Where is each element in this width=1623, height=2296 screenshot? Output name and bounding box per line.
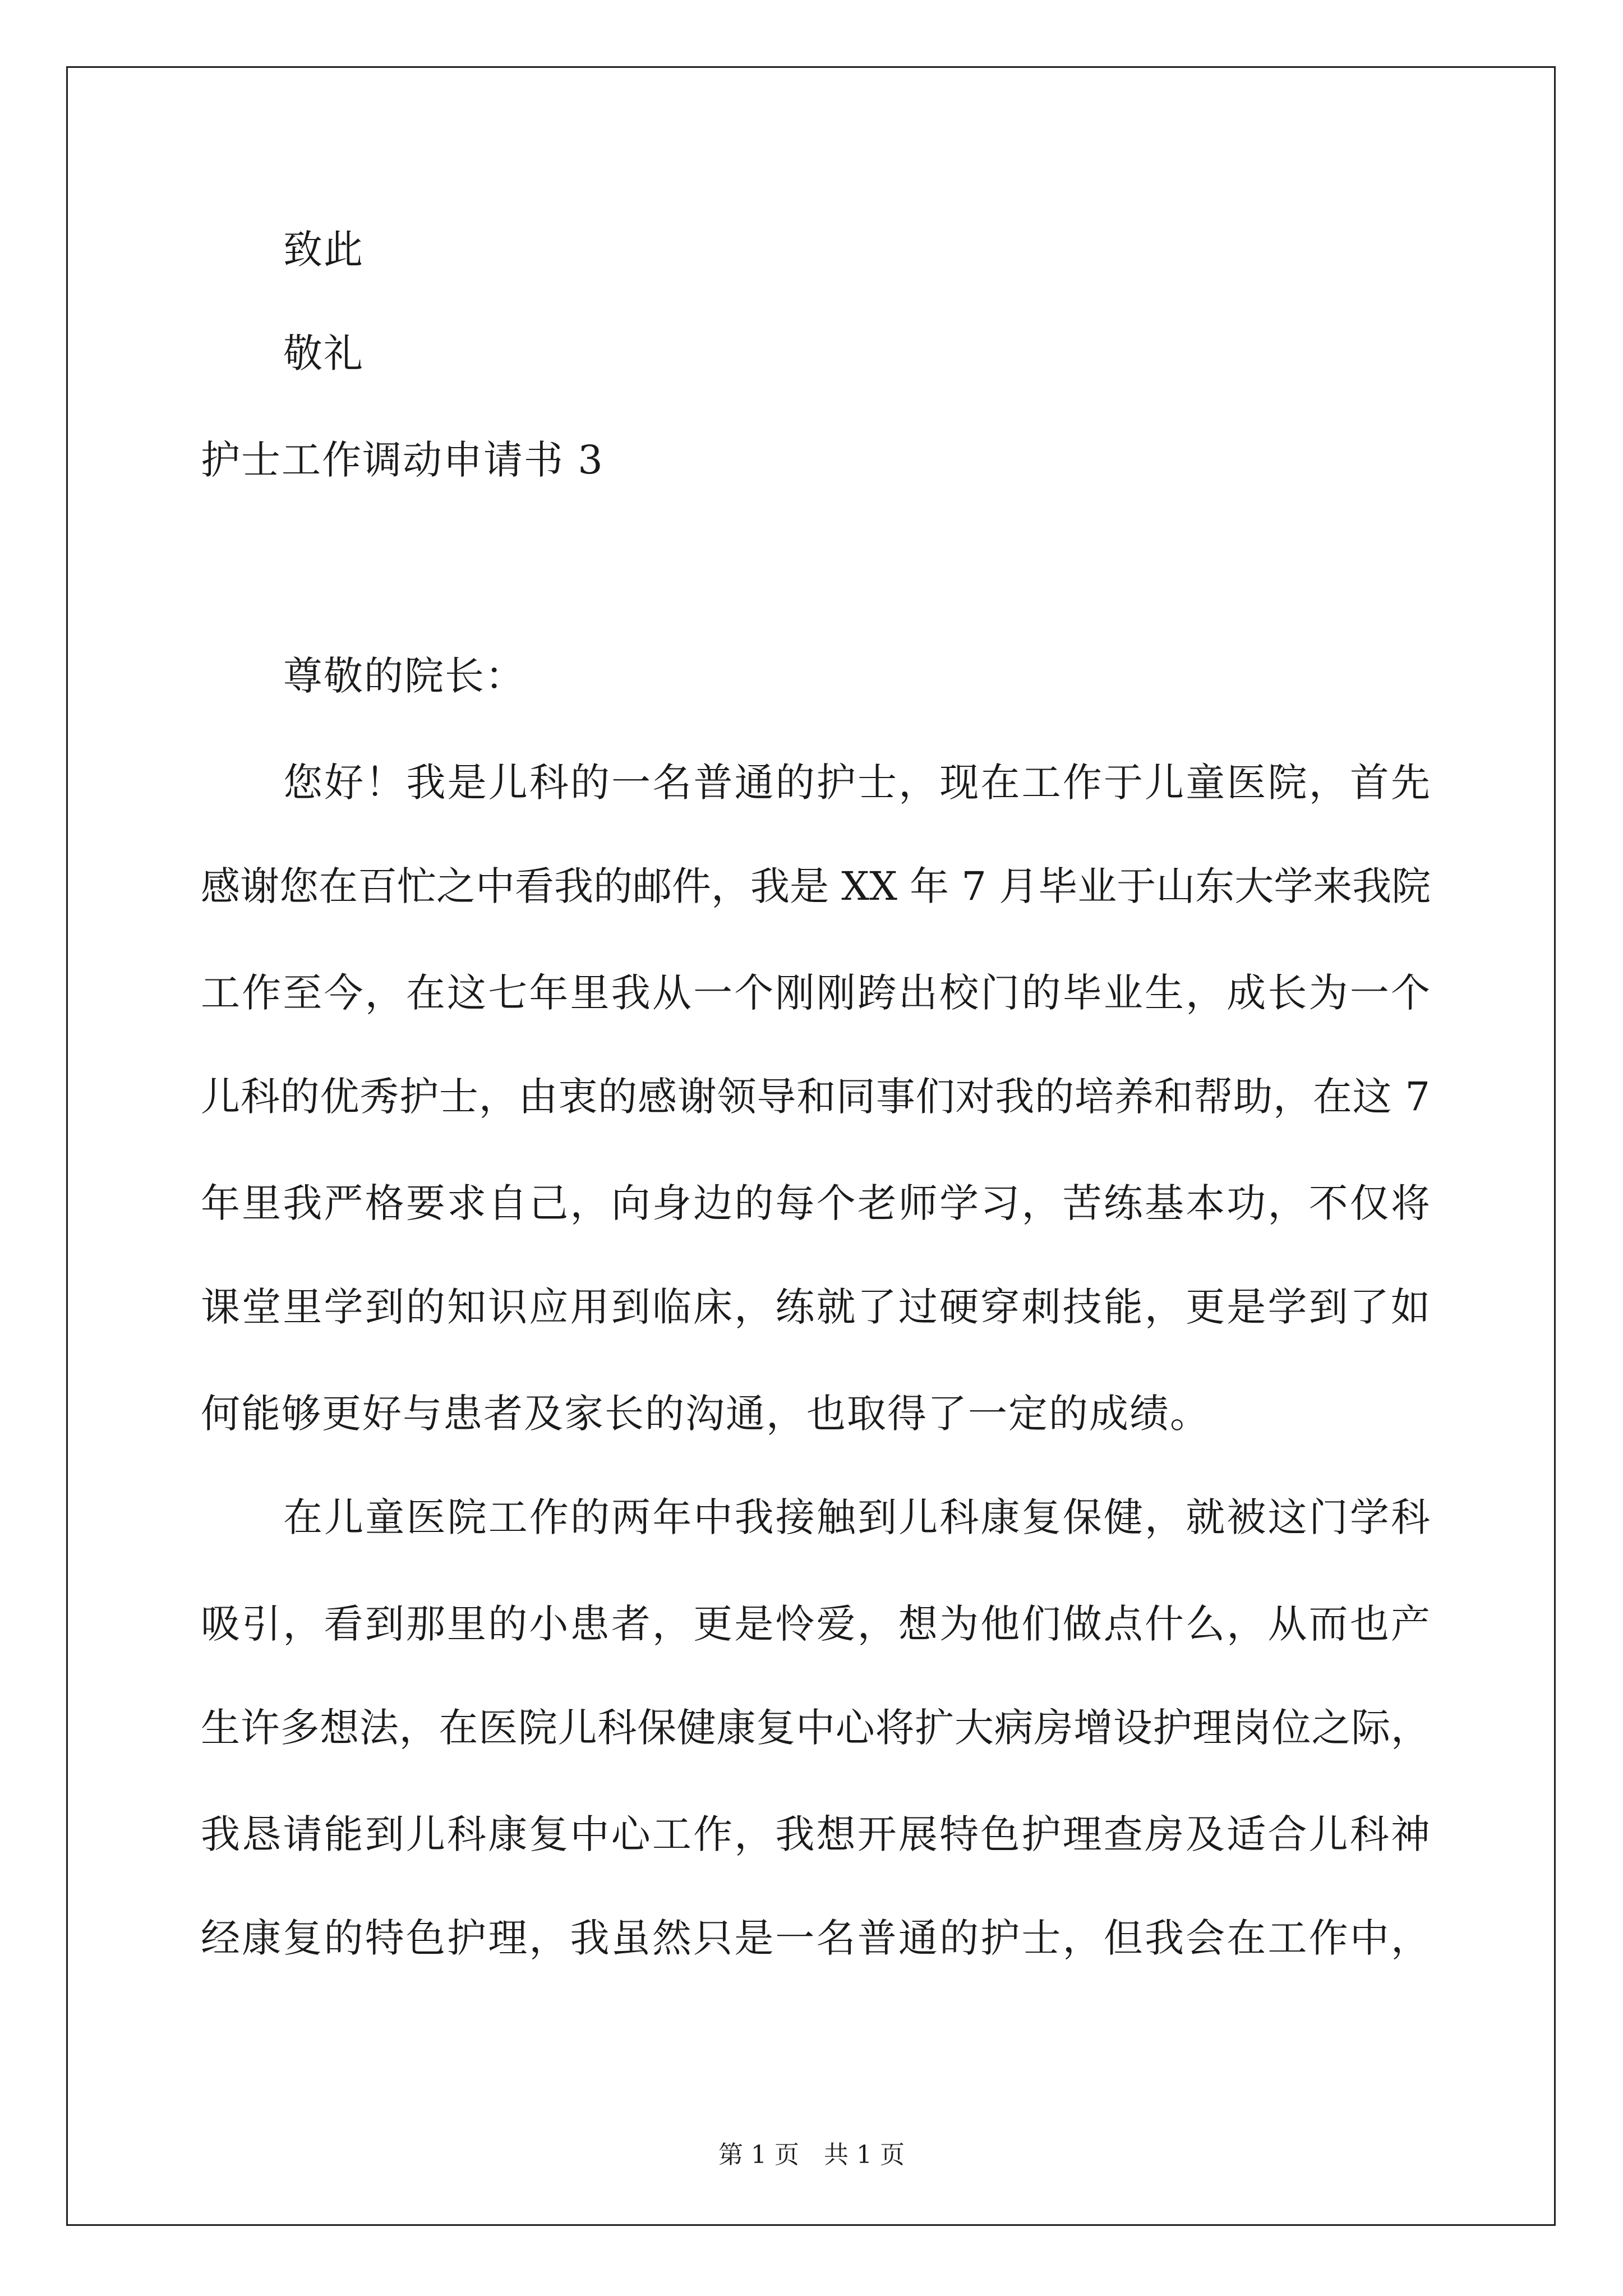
paragraph-2-line: 生许多想法，在医院儿科保健康复中心将扩大病房增设护理岗位之际，	[201, 1705, 1430, 1751]
document-title: 护士工作调动申请书 3	[201, 437, 604, 483]
paragraph-2-line: 吸引，看到那里的小患者，更是怜爱，想为他们做点什么，从而也产	[201, 1601, 1430, 1647]
paragraph-1-line: 年里我严格要求自己，向身边的每个老师学习，苦练基本功，不仅将	[201, 1180, 1430, 1226]
closing-salutation: 致此	[283, 227, 364, 273]
paragraph-1-line: 课堂里学到的知识应用到临床，练就了过硬穿刺技能，更是学到了如	[201, 1284, 1430, 1330]
paragraph-1-line: 何能够更好与患者及家长的沟通，也取得了一定的成绩。	[201, 1391, 1210, 1437]
paragraph-2-line: 在儿童医院工作的两年中我接触到儿科康复保健，就被这门学科	[283, 1494, 1430, 1540]
letter-greeting: 尊敬的院长：	[283, 653, 525, 699]
paragraph-2-line: 经康复的特色护理，我虽然只是一名普通的护士，但我会在工作中，	[201, 1915, 1430, 1961]
paragraph-2-line: 我恳请能到儿科康复中心工作，我想开展特色护理查房及适合儿科神	[201, 1811, 1430, 1857]
paragraph-1-line: 您好！我是儿科的一名普通的护士，现在工作于儿童医院，首先	[283, 760, 1430, 806]
paragraph-1-line: 工作至今，在这七年里我从一个刚刚跨出校门的毕业生，成长为一个	[201, 970, 1430, 1016]
closing-regards: 敬礼	[283, 330, 364, 376]
paragraph-1-line: 儿科的优秀护士，由衷的感谢领导和同事们对我的培养和帮助，在这 7	[201, 1074, 1430, 1120]
page-number-footer: 第 1 页 共 1 页	[718, 2141, 905, 2169]
paragraph-1-line: 感谢您在百忙之中看我的邮件，我是 XX 年 7 月毕业于山东大学来我院	[201, 863, 1431, 909]
page-border	[66, 66, 1556, 2226]
